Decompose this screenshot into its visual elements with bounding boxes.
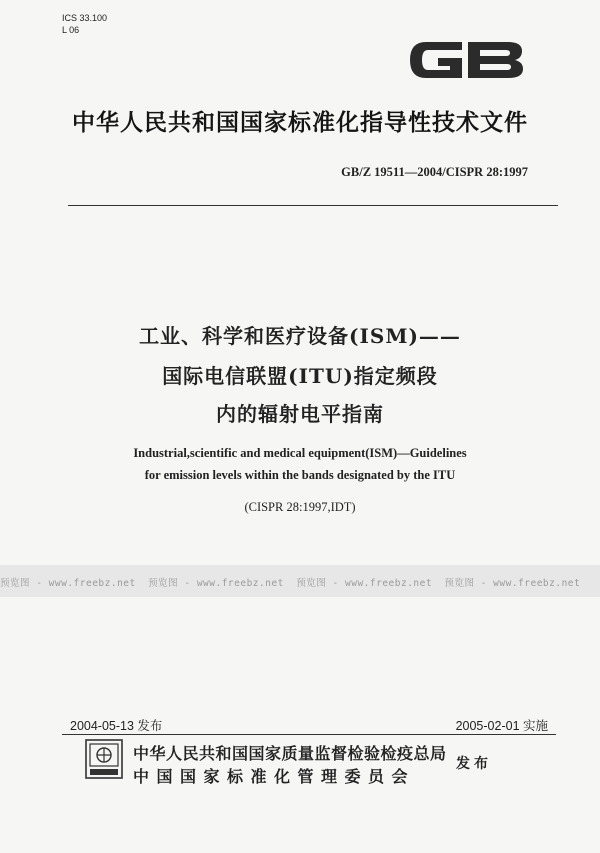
issuer-sac: 中国国家标准化管理委员会 xyxy=(133,767,416,786)
ics-code: ICS 33.100 xyxy=(62,13,108,23)
aqsiq-seal-icon xyxy=(84,738,124,780)
title-zh-line3: 内的辐射电平指南 xyxy=(216,402,384,426)
title-zh-line1: 工业、科学和医疗设备(ISM)—— xyxy=(139,324,461,348)
standard-number: GB/Z 19511—2004/CISPR 28:1997 xyxy=(341,165,528,179)
issuer-aqsiq: 中华人民共和国国家质量监督检验检疫总局 xyxy=(133,744,447,763)
title-en-line2: for emission levels within the bands designated by the ITU xyxy=(144,468,456,482)
document-type-title: 中华人民共和国国家标准化指导性技术文件 xyxy=(72,110,528,136)
implementation-date: 2005-02-01 实施 xyxy=(455,719,548,733)
gb-logo xyxy=(404,28,528,92)
watermark-text: 预览图 - www.freebz.net 预览图 - www.freebz.net 预览图 - www.freebz.net 预览图 - www.freebz.net xyxy=(0,578,581,589)
title-zh-line2: 国际电信联盟(ITU)指定频段 xyxy=(162,364,438,388)
publish-label: 发布 xyxy=(456,756,492,772)
equivalence-note: (CISPR 28:1997,IDT) xyxy=(244,500,356,514)
footer-divider xyxy=(62,734,556,735)
issue-date: 2004-05-13 发布 xyxy=(70,719,163,733)
ccs-code: L 06 xyxy=(62,25,80,35)
header-divider xyxy=(68,205,558,206)
title-en-line1: Industrial,scientific and medical equipment(ISM)—Guidelines xyxy=(133,446,467,460)
